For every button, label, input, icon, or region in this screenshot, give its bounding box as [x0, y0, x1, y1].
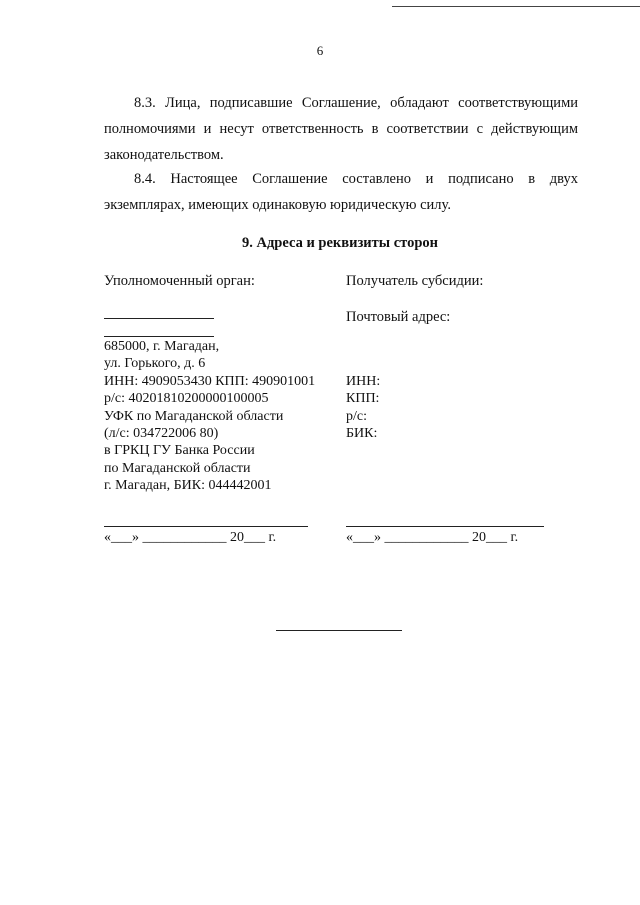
address-line: р/с: 40201810200000100005 [104, 391, 269, 407]
address-line: УФК по Магаданской области [104, 408, 284, 424]
page-number: 6 [316, 43, 324, 58]
left-date-line: «___» ____________ 20___ г. [104, 530, 277, 545]
right-date-line: «___» ____________ 20___ г. [346, 530, 519, 545]
postal-address-label: Почтовый адрес: [346, 309, 451, 325]
address-line: 685000, г. Магадан, [104, 339, 220, 354]
account-field-label: р/с: [346, 408, 367, 424]
section-title: 9. Адреса и реквизиты сторон [241, 235, 439, 251]
bik-field-label: БИК: [346, 426, 378, 442]
right-signature-line [346, 526, 544, 527]
address-line: (л/с: 034722006 80) [104, 426, 219, 442]
right-party-fields [346, 373, 380, 443]
inn-field-label: ИНН: [346, 374, 381, 389]
paragraph-8-3: 8.3. Лица, подписавшие Соглашение, обладают соответствующими полномочиями и несут ответственность в соответствии с действующим законодательством. [104, 95, 578, 163]
left-party-heading-block [104, 272, 344, 290]
address-line: ИНН: 4909053430 КПП: 490901001 [104, 373, 316, 389]
left-signature-line [104, 526, 308, 527]
paragraph-8-4: 8.4. Настоящее Соглашение составлено и подписано в двух экземплярах, имеющих одинаковую юридическую силу. [104, 171, 578, 213]
kpp-field-label: КПП: [346, 391, 380, 407]
left-signature-blank-2 [104, 336, 214, 337]
end-of-page-rule [276, 630, 402, 631]
address-line: в ГРКЦ ГУ Банка России [104, 443, 255, 459]
address-line: ул. Горького, д. 6 [104, 356, 206, 372]
left-party-address [104, 338, 315, 495]
address-line: по Магаданской области [104, 460, 251, 476]
left-signature-blank-1 [104, 318, 214, 319]
address-line: г. Магадан, БИК: 044442001 [104, 478, 272, 494]
right-party-heading-block [346, 272, 586, 326]
right-party-heading: Получатель субсидии: [346, 273, 484, 289]
top-edge-rule [392, 6, 640, 7]
left-party-heading: Уполномоченный орган: [104, 273, 255, 289]
